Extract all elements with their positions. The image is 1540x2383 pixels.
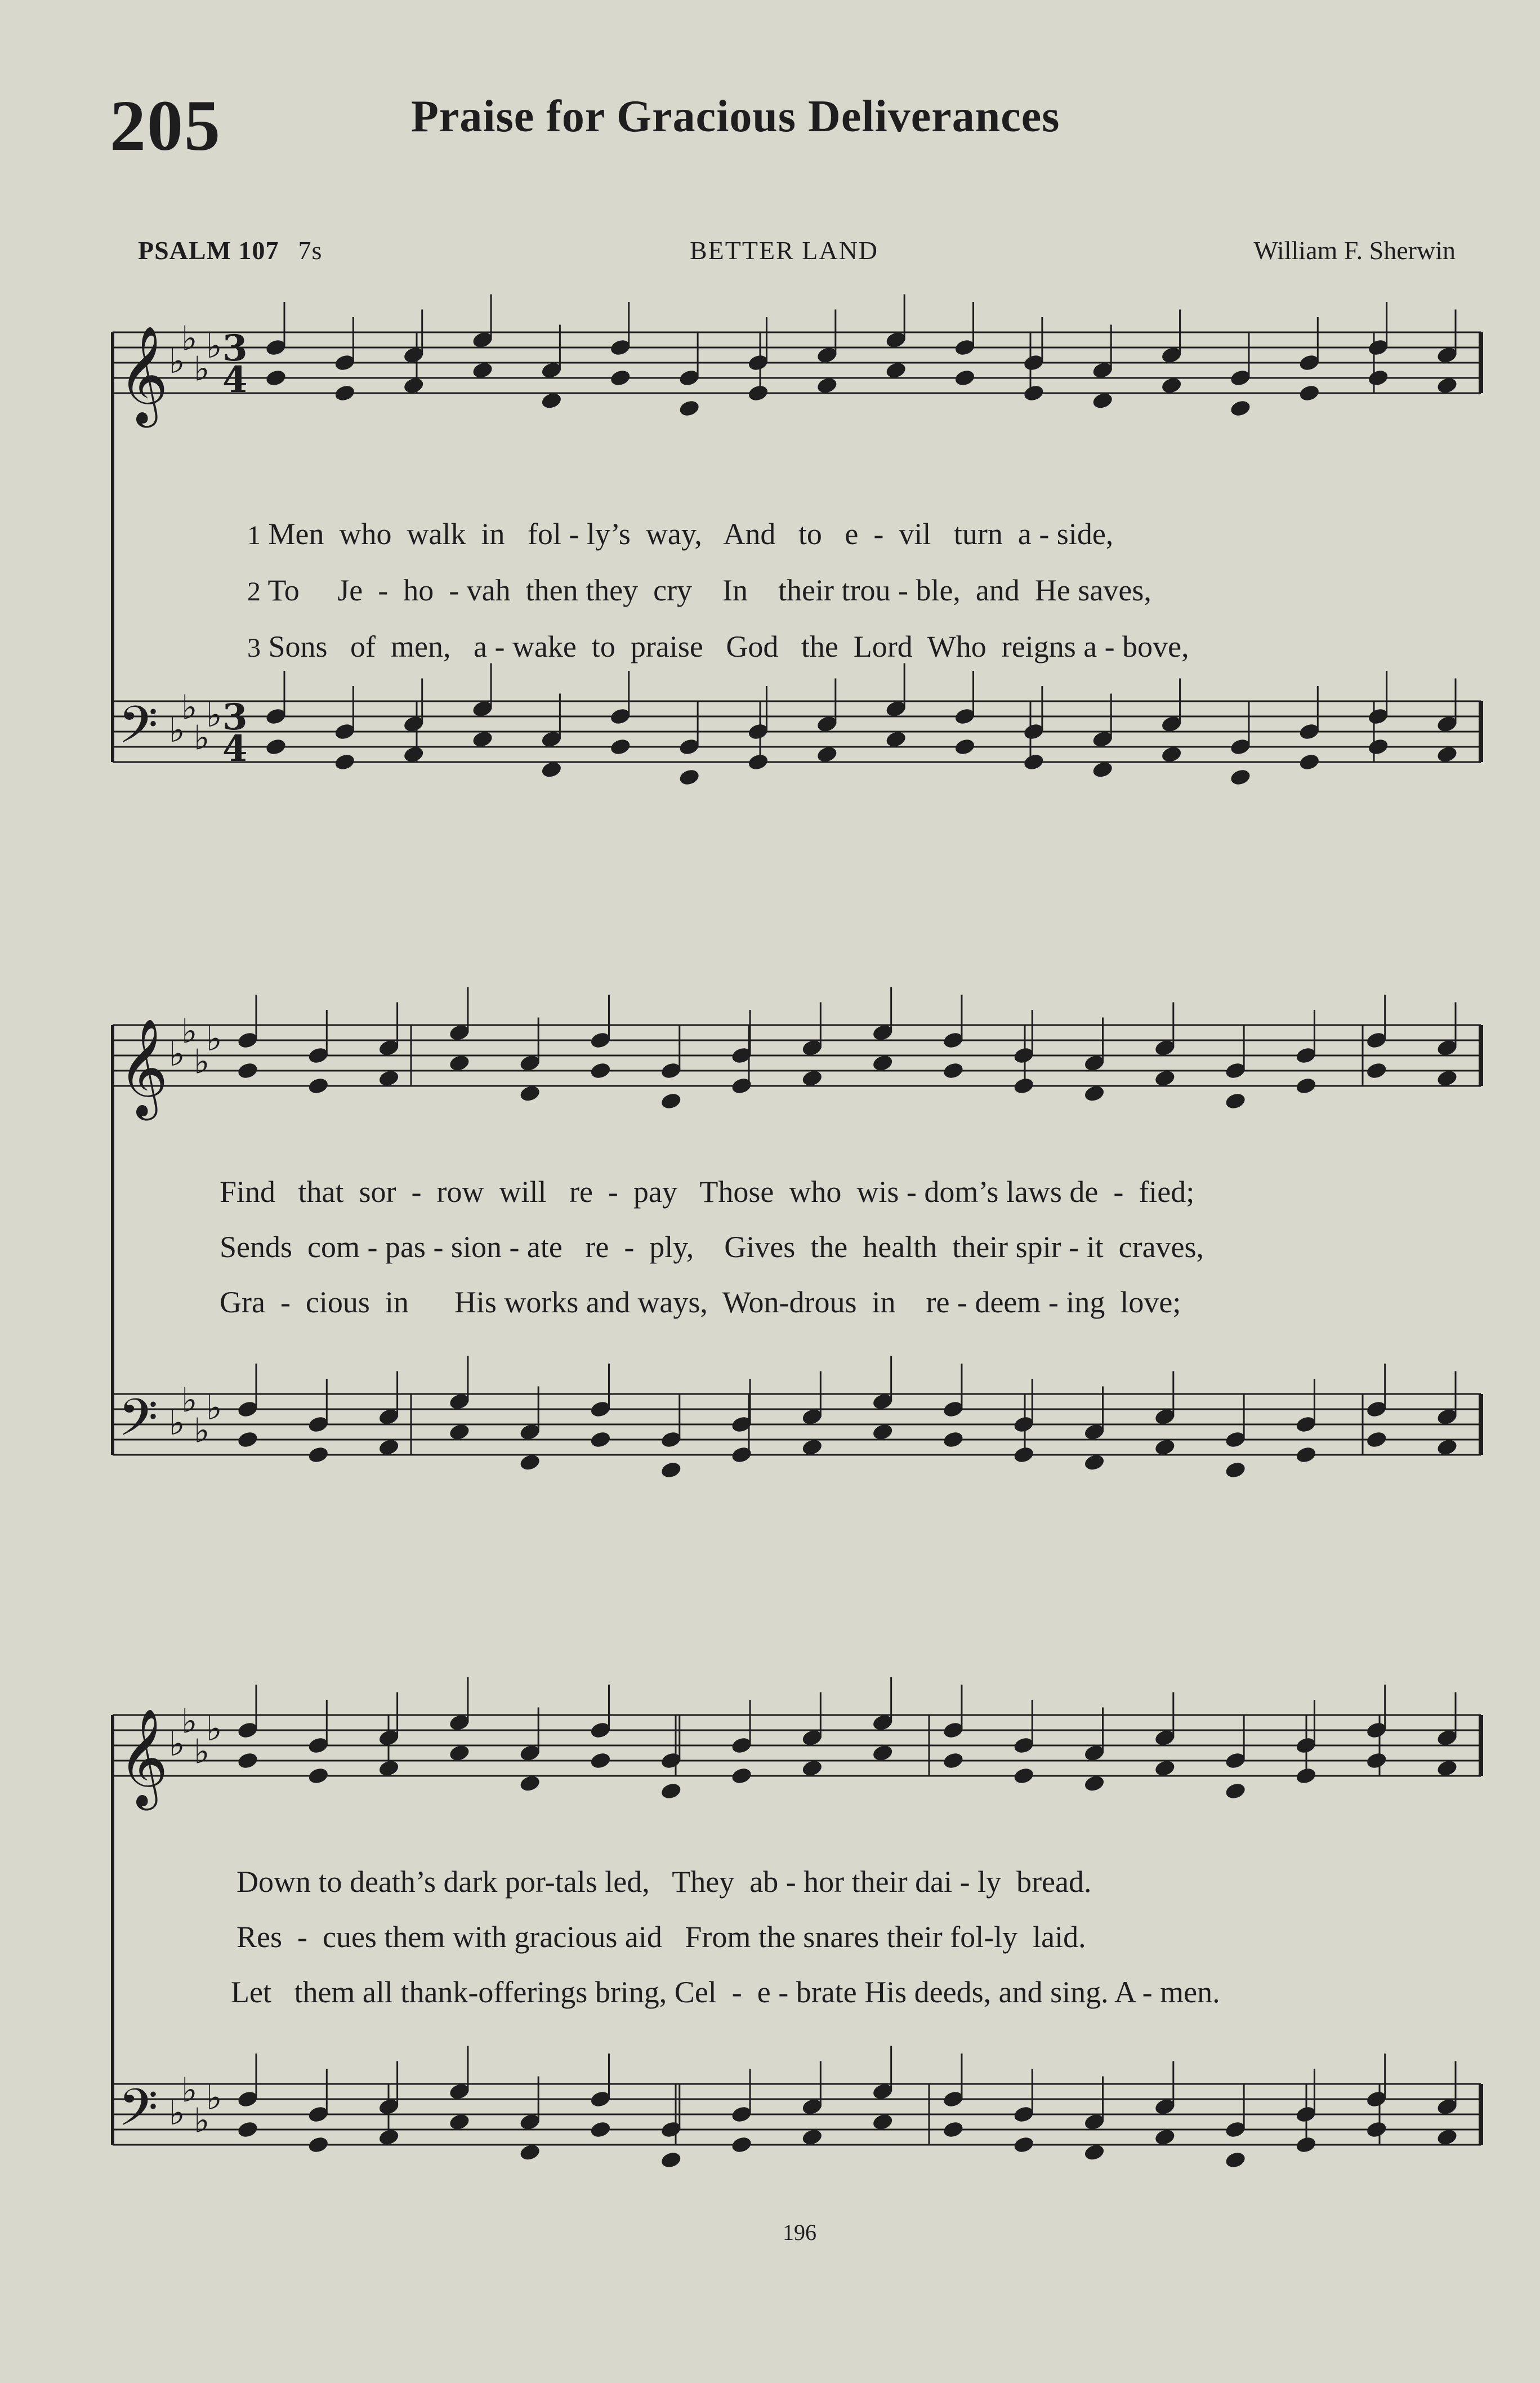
note-head [1224, 1781, 1247, 1801]
note-head [1012, 2135, 1035, 2154]
bass-clef-icon: 𝄢 [118, 2078, 158, 2150]
flat-icon: ♭ [194, 1732, 210, 1772]
time-signature: 3 [222, 327, 248, 369]
note-head [942, 1430, 965, 1449]
note-head [1154, 1437, 1176, 1456]
note-head [942, 1751, 965, 1770]
note-head [1298, 384, 1320, 403]
note-head [236, 1430, 259, 1449]
note-head [660, 1092, 682, 1111]
note-head [307, 2135, 329, 2154]
note-head [448, 1743, 471, 1762]
tune-name: BETTER LAND [690, 236, 879, 265]
note-head [378, 1437, 400, 1456]
flat-icon: ♭ [206, 327, 222, 366]
flat-icon: ♭ [206, 2078, 222, 2118]
note-head [1295, 1445, 1317, 1464]
composer-name: William F. Sherwin [1253, 236, 1456, 265]
note-head [540, 391, 563, 410]
treble-clef-icon: 𝄞 [118, 1708, 168, 1806]
note-head [1229, 399, 1252, 418]
flat-icon: ♭ [169, 1035, 185, 1074]
note-head [1436, 376, 1458, 395]
note-head [540, 760, 563, 779]
note-head [1023, 384, 1045, 403]
flat-icon: ♭ [181, 2070, 198, 2110]
lyric-line-verse-3: Let them all thank-offerings bring, Cel - e - brate His deeds, and sing. A - men. [231, 1975, 1220, 2009]
note-head [1295, 2135, 1317, 2154]
note-head [1023, 752, 1045, 772]
note-head [378, 2127, 400, 2146]
note-head [1365, 1061, 1388, 1080]
note-head [678, 399, 700, 418]
note-head [1224, 2150, 1247, 2170]
note-head [236, 1061, 259, 1080]
lyric-line-verse-2: Sends com - pas - sion - ate re - ply, Gives the health their spir - it craves, [220, 1230, 1204, 1264]
time-signature: 4 [222, 728, 248, 770]
lyric-text: Sons of men, a - wake to praise God the Lord Who reigns a - bove, [268, 630, 1189, 663]
flat-icon: ♭ [169, 711, 185, 750]
note-head [660, 2150, 682, 2170]
note-head [519, 1453, 541, 1472]
note-head [1298, 752, 1320, 772]
flat-icon: ♭ [181, 1701, 198, 1741]
note-head [403, 376, 425, 395]
note-head [1091, 391, 1114, 410]
note-head [660, 1460, 682, 1480]
treble-clef-icon: 𝄞 [118, 1018, 168, 1116]
note-head [378, 1758, 400, 1778]
note-head [1091, 760, 1114, 779]
time-signature: 4 [222, 359, 248, 401]
note-head [730, 1766, 753, 1785]
note-head [730, 2135, 753, 2154]
note-head [872, 1053, 894, 1072]
note-head [1224, 1092, 1247, 1111]
lyric-line-verse-3 [217, 594, 1189, 699]
flat-icon: ♭ [169, 342, 185, 381]
lyric-line-verse-2: Res - cues them with gracious aid From the snares their fol-ly laid. [236, 1920, 1086, 1954]
bass-clef-icon: 𝄢 [118, 695, 158, 767]
flat-icon: ♭ [194, 2101, 210, 2141]
verse-number: 1 [247, 520, 261, 550]
note-head [953, 368, 976, 387]
note-head [1083, 1774, 1105, 1793]
note-head [1295, 1076, 1317, 1095]
flat-icon: ♭ [206, 1709, 222, 1749]
note-head [236, 1751, 259, 1770]
note-head [801, 1068, 823, 1088]
flat-icon: ♭ [206, 1019, 222, 1059]
note-head [519, 1084, 541, 1103]
note-head [589, 1061, 611, 1080]
note-head [265, 368, 287, 387]
flat-icon: ♭ [169, 2094, 185, 2133]
lyric-line-verse-1: Down to death’s dark por-tals led, They ab - hor their dai - ly bread. [236, 1865, 1092, 1899]
note-head [1367, 368, 1390, 387]
note-head [1154, 1758, 1176, 1778]
note-head [1012, 1766, 1035, 1785]
psalm-reference: PSALM 107 [138, 236, 279, 265]
flat-icon: ♭ [169, 1725, 185, 1764]
flat-icon: ♭ [181, 1012, 198, 1052]
verse-number: 3 [247, 633, 261, 663]
note-head [1436, 2127, 1458, 2146]
note-head [1012, 1445, 1035, 1464]
flat-icon: ♭ [194, 1042, 210, 1082]
flat-icon: ♭ [181, 319, 198, 359]
note-head [448, 1422, 471, 1441]
note-head [1012, 1076, 1035, 1095]
note-head [307, 1076, 329, 1095]
lyric-text: To Je - ho - vah then they cry In their trou - ble, and He saves, [267, 573, 1151, 607]
note-head [872, 2112, 894, 2131]
note-head [236, 2120, 259, 2139]
note-head [333, 752, 356, 772]
flat-icon: ♭ [194, 1411, 210, 1451]
note-head [519, 1774, 541, 1793]
note-head [378, 1068, 400, 1088]
note-head [1365, 2120, 1388, 2139]
flat-icon: ♭ [206, 1388, 222, 1428]
note-head [589, 2120, 611, 2139]
note-head [1365, 1751, 1388, 1770]
note-head [1365, 1430, 1388, 1449]
note-head [1083, 1453, 1105, 1472]
note-head [678, 768, 700, 787]
note-head [1160, 376, 1183, 395]
time-signature: 3 [222, 696, 248, 738]
note-head [448, 2112, 471, 2131]
note-head [589, 1751, 611, 1770]
note-head [816, 376, 838, 395]
note-head [609, 737, 632, 756]
bass-clef-icon: 𝄢 [118, 1388, 158, 1460]
note-head [471, 729, 494, 749]
note-head [747, 384, 769, 403]
note-head [872, 1422, 894, 1441]
note-head [448, 1053, 471, 1072]
flat-icon: ♭ [169, 1404, 185, 1443]
note-head [942, 1061, 965, 1080]
note-head [747, 752, 769, 772]
flat-icon: ♭ [194, 718, 210, 758]
note-head [307, 1766, 329, 1785]
note-head [1154, 2127, 1176, 2146]
note-head [1436, 1758, 1458, 1778]
note-head [519, 2143, 541, 2162]
flat-icon: ♭ [194, 349, 210, 389]
flat-icon: ♭ [181, 688, 198, 728]
note-head [1083, 2143, 1105, 2162]
flat-icon: ♭ [206, 696, 222, 735]
note-head [307, 1445, 329, 1464]
note-head [1436, 745, 1458, 764]
note-head [1229, 768, 1252, 787]
note-head [403, 745, 425, 764]
note-head [885, 360, 907, 380]
note-head [872, 1743, 894, 1762]
lyric-line-verse-3: Gra - cious in His works and ways, Won-drous in re - deem - ing love; [220, 1285, 1181, 1319]
note-head [609, 368, 632, 387]
lyric-text: Men who walk in fol - ly’s way, And to e - vil turn a - side, [268, 517, 1114, 551]
note-head [333, 384, 356, 403]
lyric-line-verse-1: Find that sor - row will re - pay Those who wis - dom’s laws de - fied; [220, 1175, 1195, 1209]
flat-icon: ♭ [181, 1380, 198, 1420]
note-head [660, 1781, 682, 1801]
note-head [265, 737, 287, 756]
note-head [1154, 1068, 1176, 1088]
note-head [1436, 1437, 1458, 1456]
note-head [589, 1430, 611, 1449]
note-head [801, 2127, 823, 2146]
note-head [885, 729, 907, 749]
hymn-number: 205 [110, 86, 221, 166]
treble-clef-icon: 𝄞 [118, 326, 168, 424]
note-head [1436, 1068, 1458, 1088]
note-head [1367, 737, 1390, 756]
meter: 7s [298, 236, 323, 265]
hymn-title: Praise for Gracious Deliverances [411, 92, 1060, 141]
verse-number: 2 [247, 577, 261, 607]
note-head [471, 360, 494, 380]
note-head [1083, 1084, 1105, 1103]
note-head [801, 1758, 823, 1778]
page-number: 196 [783, 2220, 816, 2245]
note-head [953, 737, 976, 756]
note-head [942, 2120, 965, 2139]
note-head [1295, 1766, 1317, 1785]
note-head [1224, 1460, 1247, 1480]
note-head [801, 1437, 823, 1456]
note-head [816, 745, 838, 764]
note-head [1160, 745, 1183, 764]
